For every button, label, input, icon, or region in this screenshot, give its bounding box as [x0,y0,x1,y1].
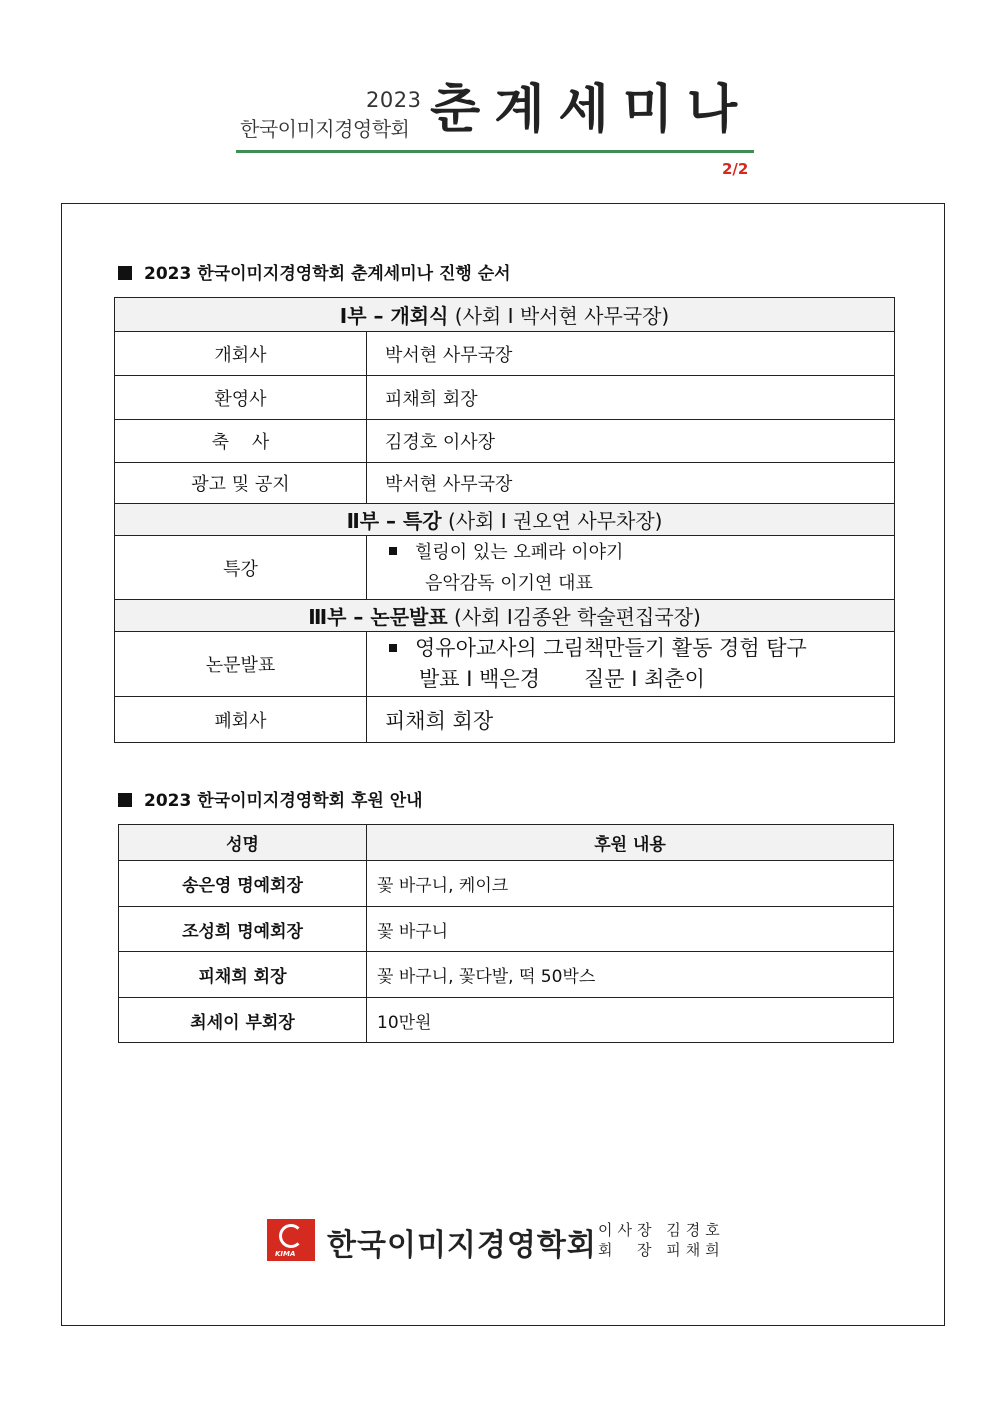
sponsor-content: 꽃 바구니, 케이크 [367,861,894,907]
square-bullet-icon [118,793,132,807]
bullet-icon [389,547,397,555]
row-label: 개회사 [115,332,367,376]
sponsor-name: 최세이 부회장 [119,998,367,1043]
header-title: 춘계세미나 [430,80,752,140]
closing-label: 폐회사 [115,697,367,743]
table-row [119,952,894,998]
sponsor-header-row [119,825,894,861]
logo-swirl-icon [279,1224,303,1248]
table-row [119,907,894,952]
table-row [119,998,894,1043]
paper-topic: 영유아교사의 그림책만들기 활동 경험 탐구 [415,636,807,660]
row-label: 축 사 [115,420,367,463]
lecture-speaker: 음악감독 이기연 대표 [425,572,593,594]
table-row [115,332,895,376]
schedule-title: 2023 한국이미지경영학회 춘계세미나 진행 순서 [144,264,511,284]
part1-host: (사회 I 박서현 사무국장) [454,304,670,328]
part1-row [115,298,895,332]
paper-label: 논문발표 [115,632,367,697]
lecture-label: 특강 [115,536,367,600]
part1-label: Ⅰ부 – 개회식 [339,304,449,328]
schedule-section-title [118,259,511,284]
sponsor-name: 피채희 회장 [119,952,367,998]
paper-content [367,632,895,697]
part1-header [115,298,895,332]
sponsor-table [118,824,894,1043]
square-bullet-icon [118,266,132,280]
sponsor-name: 송은영 명예회장 [119,861,367,907]
part3-row [115,600,895,632]
part2-header [115,504,895,536]
part2-label: Ⅱ부 – 특강 [346,509,442,533]
paper-questioner: 질문 I 최춘이 [583,667,705,691]
col-content-header: 후원 내용 [367,825,894,861]
part2-row [115,504,895,536]
sponsor-content: 꽃 바구니, 꽃다발, 떡 50박스 [367,952,894,998]
closing-value: 피채희 회장 [367,697,895,743]
sponsor-title: 2023 한국이미지경영학회 후원 안내 [144,791,423,811]
header-org: 한국이미지경영학회 [240,117,410,141]
closing-row [115,697,895,743]
row-value: 김경호 이사장 [367,420,895,463]
footer-president: 회 장 피채희 [598,1241,725,1259]
paper-presenter: 발표 I 백은경 [419,667,540,691]
row-value: 피채희 회장 [367,376,895,420]
table-row [115,463,895,504]
lecture-topic: 힐링이 있는 오페라 이야기 [415,541,624,563]
schedule-table [114,297,895,743]
row-value: 박서현 사무국장 [367,332,895,376]
part3-label: Ⅲ부 – 논문발표 [308,605,448,629]
part2-host: (사회 I 권오연 사무차장) [447,509,663,533]
sponsor-content: 꽃 바구니 [367,907,894,952]
sponsor-name: 조성희 명예회장 [119,907,367,952]
kima-logo [267,1219,315,1261]
page-number: 2/2 [722,160,749,178]
col-name-header: 성명 [119,825,367,861]
table-row [115,420,895,463]
header-year: 2023 [366,88,422,112]
lecture-row [115,536,895,600]
paper-people [367,664,894,695]
logo-text: KIMA [275,1250,296,1258]
row-label: 광고 및 공지 [115,463,367,504]
footer-chairman: 이사장 김경호 [598,1221,725,1239]
part3-host: (사회 I김종완 학술편집국장) [454,605,701,629]
sponsor-section-title [118,786,423,811]
lecture-content [367,536,895,600]
footer-names [598,1220,725,1260]
paper-row [115,632,895,697]
table-row [119,861,894,907]
bullet-icon [389,644,397,652]
part3-header [115,600,895,632]
footer-org: 한국이미지경영학회 [327,1228,597,1263]
table-row [115,376,895,420]
row-value: 박서현 사무국장 [367,463,895,504]
header-divider [236,150,754,153]
row-label: 환영사 [115,376,367,420]
sponsor-content: 10만원 [367,998,894,1043]
